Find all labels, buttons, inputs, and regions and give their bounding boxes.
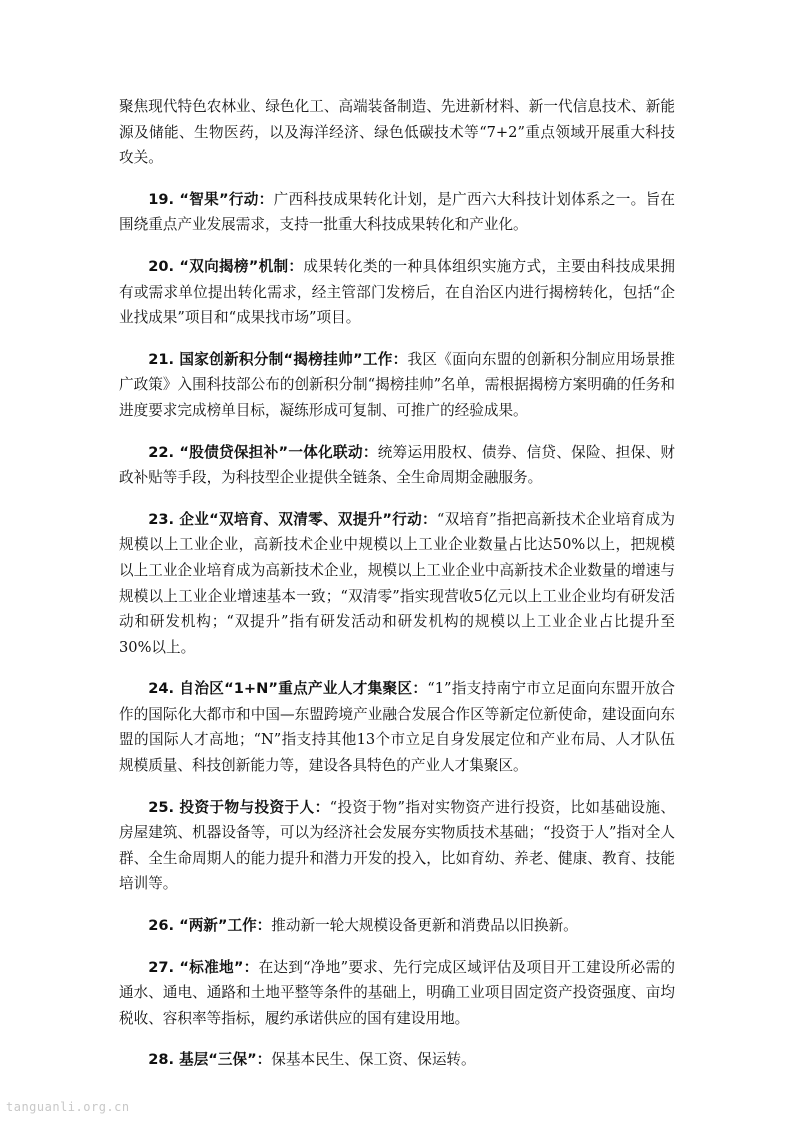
paragraph-27: [119, 955, 675, 1032]
paragraph-term: 28. 基层“三保”：: [148, 1051, 272, 1069]
paragraph-term: 20. “双向揭榜”机制：: [148, 257, 304, 275]
paragraph-text: 我区《面向东盟的创新积分制应用场景推广政策》入围科技部公布的创新积分制“揭榜挂帅”名单，需根据揭榜方案明确的任务和进度要求完成榜单目标，凝练形成可复制、可推广的经验成果。: [119, 350, 675, 419]
paragraph-text: “1”指支持南宁市立足面向东盟开放合作的国际化大都市和中国—东盟跨境产业融合发展合作区等新定位新使命，建设面向东盟的国际人才高地；“N”指支持其他13个市立足自身发展定位和产业布局、人才队伍规模质量、科技创新能力等，建设各具特色的产业人才集聚区。: [119, 680, 675, 775]
paragraph-28: [119, 1047, 675, 1073]
paragraph-text: 成果转化类的一种具体组织实施方式，主要由科技成果拥有或需求单位提出转化需求，经主管部门发榜后，在自治区内进行揭榜转化，包括“企业找成果”项目和“成果找市场”项目。: [119, 257, 675, 327]
paragraph-23: [119, 507, 675, 661]
paragraph-term: 21. 国家创新积分制“揭榜挂帅”工作：: [148, 350, 408, 368]
paragraph-text: “双培育”指把高新技术企业培育成为规模以上工业企业，高新技术企业中规模以上工业企业数量占比达50%以上，把规模以上工业企业培育成为高新技术企业，规模以上工业企业中高新技术企业数量的增速与规模以上工业企业增速基本一致；“双清零”指实现营收5亿元以上工业企业均有研发活动和研发机构；“双提升”指有研发活动和研发机构的规模以上工业企业占比提升至30%以上。: [119, 510, 675, 656]
paragraph-21: [119, 347, 675, 424]
paragraph-20: [119, 254, 675, 331]
paragraph-term: 25. 投资于物与投资于人：: [148, 798, 330, 816]
paragraph-term: 24. 自治区“1+N”重点产业人才集聚区：: [148, 680, 428, 698]
paragraph-term: 27. “标准地”：: [148, 958, 259, 976]
paragraph-text: “投资于物”指对实物资产进行投资，比如基础设施、房屋建筑、机器设备等，可以为经济社会发展夯实物质技术基础；“投资于人”指对全人群、全生命周期人的能力提升和潜力开发的投入，比如育幼、养老、健康、教育、技能培训等。: [119, 798, 675, 893]
paragraph-term: 22. “股债贷保担补”一体化联动：: [148, 443, 378, 461]
paragraph-text: 在达到“净地”要求、先行完成区域评估及项目开工建设所必需的通水、通电、通路和土地平整等条件的基础上，明确工业项目固定资产投资强度、亩均税收、容积率等指标，履约承诺供应的国有建设用地。: [119, 958, 675, 1027]
paragraph-term: 19. “智果”行动：: [148, 190, 274, 208]
site-watermark: tanguanli.org.cn: [6, 1100, 130, 1114]
paragraph-25: [119, 795, 675, 897]
paragraph-text: 广西科技成果转化计划，是广西六大科技计划体系之一。旨在围绕重点产业发展需求，支持一批重大科技成果转化和产业化。: [119, 190, 675, 234]
paragraph-text: 保基本民生、保工资、保运转。: [271, 1051, 476, 1069]
paragraph-text: 统筹运用股权、债券、信贷、保险、担保、财政补贴等手段，为科技型企业提供全链条、全生命周期金融服务。: [119, 443, 675, 487]
paragraph-22: [119, 440, 675, 491]
paragraph-intro: [119, 94, 675, 171]
paragraph-26: [119, 913, 675, 939]
paragraph-24: [119, 676, 675, 778]
document-body: [119, 94, 675, 1089]
paragraph-19: [119, 187, 675, 238]
paragraph-text: 聚焦现代特色农林业、绿色化工、高端装备制造、先进新材料、新一代信息技术、新能源及储能、生物医药，以及海洋经济、绿色低碳技术等“7+2”重点领域开展重大科技攻关。: [119, 98, 675, 167]
paragraph-term: 23. 企业“双培育、双清零、双提升”行动：: [148, 510, 437, 528]
paragraph-term: 26. “两新”工作：: [148, 917, 272, 935]
paragraph-text: 推动新一轮大规模设备更新和消费品以旧换新。: [271, 917, 578, 935]
